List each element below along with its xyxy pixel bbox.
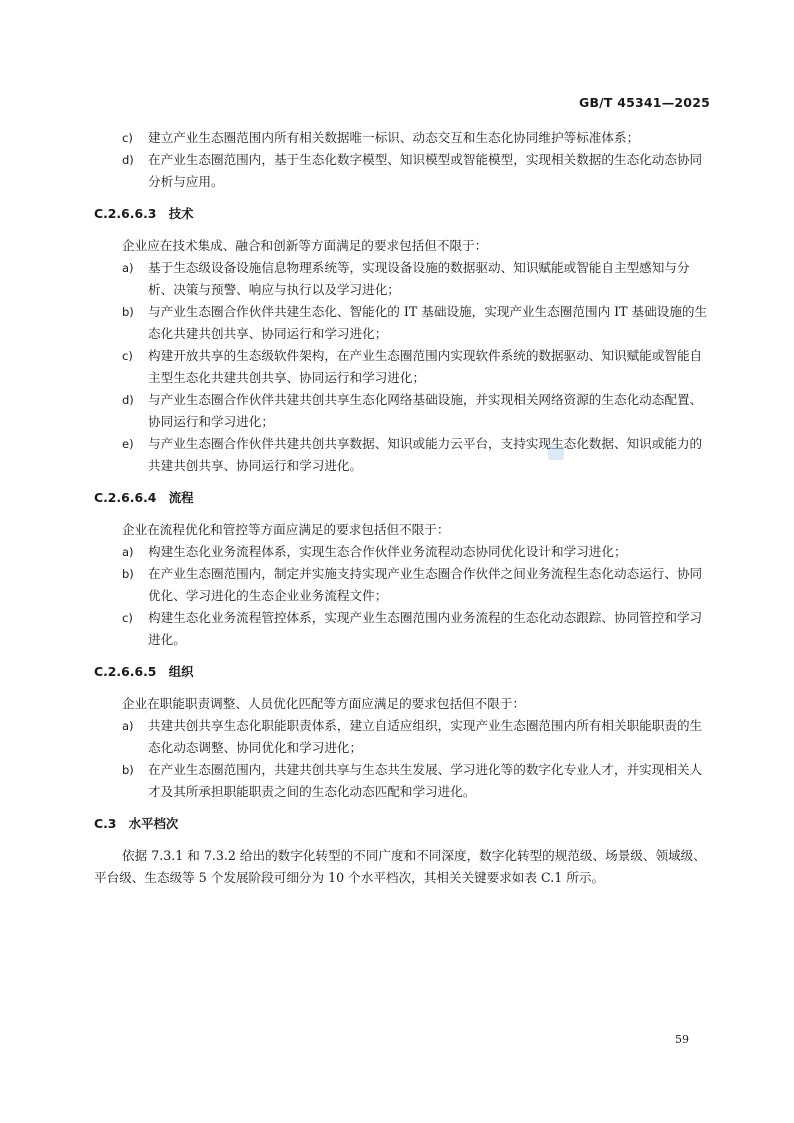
list-item xyxy=(94,541,714,563)
section-heading xyxy=(94,661,714,683)
list-item xyxy=(94,607,714,651)
section-title: 水平档次 xyxy=(128,816,179,831)
section-heading xyxy=(94,487,714,509)
item-marker: b) xyxy=(122,305,134,319)
list-item xyxy=(94,563,714,607)
section-intro: 企业在流程优化和管控等方面应满足的要求包括但不限于： xyxy=(122,522,450,537)
list-item xyxy=(94,149,714,193)
item-text: 构建生态化业务流程管控体系，实现产业生态圈范围内业务流程的生态化动态跟踪、协同管控和学习进化。 xyxy=(148,610,703,647)
item-marker: d) xyxy=(122,153,134,167)
section-number: C.2.6.6.5 xyxy=(94,664,157,679)
item-marker: a) xyxy=(122,719,134,733)
item-text: 建立产业生态圈范围内所有相关数据唯一标识、动态交互和生态化协同维护等标准体系； xyxy=(148,130,640,145)
page-body xyxy=(94,127,714,889)
list-item xyxy=(94,759,714,803)
page-number: 59 xyxy=(675,1033,689,1046)
item-text: 在产业生态圈范围内，制定并实施支持实现产业生态圈合作伙伴之间业务流程生态化动态运行、协同优化、学习进化的生态企业业务流程文件； xyxy=(148,566,703,603)
list-item xyxy=(94,301,714,345)
section-title: 流程 xyxy=(168,490,194,505)
item-marker: b) xyxy=(122,567,134,581)
section-number: C.2.6.6.4 xyxy=(94,490,157,505)
section-intro: 企业应在技术集成、融合和创新等方面满足的要求包括但不限于： xyxy=(122,238,488,253)
item-marker: b) xyxy=(122,763,134,777)
section-number: C.3 xyxy=(94,816,117,831)
section-title: 技术 xyxy=(168,206,194,221)
standard-code: GB/T 45341—2025 xyxy=(578,95,710,110)
list-item xyxy=(94,715,714,759)
section-title: 组织 xyxy=(168,664,194,679)
list-item xyxy=(94,433,714,477)
section-paragraph: 依据 7.3.1 和 7.3.2 给出的数字化转型的不同广度和不同深度，数字化转型的规范级、场景级、领域级、平台级、生态级等 5 个发展阶段可细分为 10 个水平档次，其相关关键要求如表 C.1 所示。 xyxy=(94,848,706,885)
item-marker: c) xyxy=(122,131,133,145)
item-text: 与产业生态圈合作伙伴共建生态化、智能化的 IT 基础设施，实现产业生态圈范围内 IT 基础设施的生态化共建共创共享、协同运行和学习进化； xyxy=(148,304,708,341)
item-text: 在产业生态圈范围内，共建共创共享与生态共生发展、学习进化等的数字化专业人才，并实现相关人才及其所承担职能职责之间的生态化动态匹配和学习进化。 xyxy=(148,762,703,799)
list-item xyxy=(94,345,714,389)
section-heading xyxy=(94,203,714,225)
section-intro: 企业在职能职责调整、人员优化匹配等方面应满足的要求包括但不限于： xyxy=(122,696,525,711)
item-text: 构建生态化业务流程体系，实现生态合作伙伴业务流程动态协同优化设计和学习进化； xyxy=(148,544,627,559)
item-marker: a) xyxy=(122,261,134,275)
item-marker: c) xyxy=(122,349,133,363)
item-text: 与产业生态圈合作伙伴共建共创共享数据、知识或能力云平台，支持实现生态化数据、知识或能力的共建共创共享、协同运行和学习进化。 xyxy=(148,436,703,473)
item-text: 基于生态级设备设施信息物理系统等，实现设备设施的数据驱动、知识赋能或智能自主型感知与分析、决策与预警、响应与执行以及学习进化； xyxy=(148,260,690,297)
item-marker: e) xyxy=(122,437,134,451)
item-text: 共建共创共享生态化职能职责体系，建立自适应组织，实现产业生态圈范围内所有相关职能职责的生态化动态调整、协同优化和学习进化； xyxy=(148,718,703,755)
item-text: 与产业生态圈合作伙伴共建共创共享生态化网络基础设施，并实现相关网络资源的生态化动态配置、协同运行和学习进化； xyxy=(148,392,703,429)
item-text: 构建开放共享的生态级软件架构，在产业生态圈范围内实现软件系统的数据驱动、知识赋能或智能自主型生态化共建共创共享、协同运行和学习进化； xyxy=(148,348,703,385)
item-marker: a) xyxy=(122,545,134,559)
section-number: C.2.6.6.3 xyxy=(94,206,157,221)
item-marker: d) xyxy=(122,393,134,407)
item-text: 在产业生态圈范围内，基于生态化数字模型、知识模型或智能模型，实现相关数据的生态化动态协同分析与应用。 xyxy=(148,152,703,189)
item-marker: c) xyxy=(122,611,133,625)
list-item xyxy=(94,389,714,433)
section-heading xyxy=(94,813,714,835)
list-item xyxy=(94,127,714,149)
list-item xyxy=(94,257,714,301)
